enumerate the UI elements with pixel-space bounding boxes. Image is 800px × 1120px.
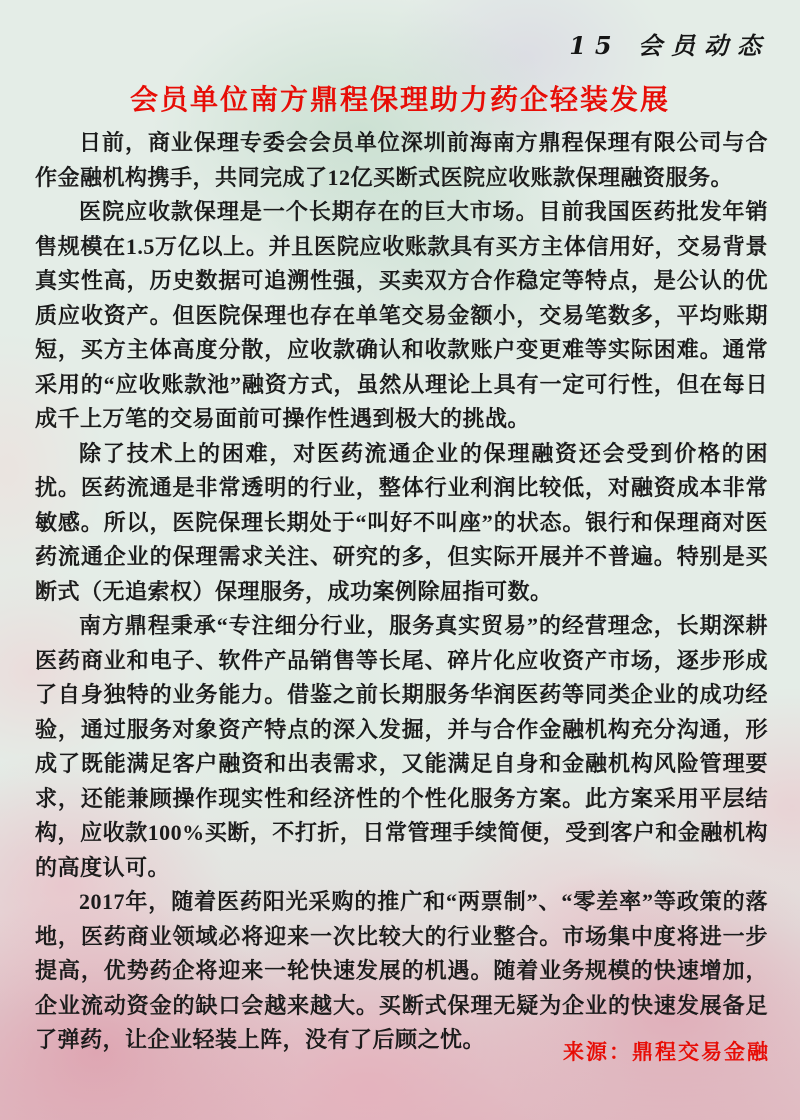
paragraph-difficulties: 除了技术上的困难，对医药流通企业的保理融资还会受到价格的困扰。医药流通是非常透明的行业，整体行业利润比较低，对融资成本非常敏感。所以，医院保理长期处于“叫好不叫座”的状态。银行和保理商对医药流通企业的保理需求关注、研究的多，但实际开展并不普遍。特别是买断式（无追索权）保理服务，成功案例除屈指可数。 [35, 440, 768, 604]
page-number-section-header: 15 会员动态 [569, 31, 770, 60]
paragraph-market: 医院应收款保理是一个长期存在的巨大市场。目前我国医药批发年销售规模在1.5万亿以上。并且医院应收账款具有买方主体信用好，交易背景真实性高，历史数据可追溯性强，买卖双方合作稳定等特点，是公认的优质应收资产。但医院保理也存在单笔交易金额小，交易笔数多，平均账期短，买方主体高度分散，应收款确认和收款账户变更难等实际困难。通常采用的“应收账款池”融资方式，虽然从理论上具有一定可行性，但在每日成千上万笔的交易面前可操作性遇到极大的挑战。 [35, 199, 768, 431]
article-title: 会员单位南方鼎程保理助力药企轻装发展 [129, 85, 670, 116]
paragraph-outlook: 2017年，随着医药阳光采购的推广和“两票制”、“零差率”等政策的落地，医药商业领域必将迎来一次比较大的行业整合。市场集中度将进一步提高，优势药企将迎来一轮快速发展的机遇。随着业务规模的快速增加，企业流动资金的缺口会越来越大。买断式保理无疑为企业的快速发展备足了弹药，让企业轻装上阵，没有了后顾之忧。 [35, 889, 768, 1052]
source-credit: 来源：鼎程交易金融 [563, 1040, 770, 1064]
article-body [35, 126, 768, 1058]
paragraph-intro: 日前，商业保理专委会会员单位深圳前海南方鼎程保理有限公司与合作金融机构携手，共同完成了12亿买断式医院应收账款保理融资服务。 [35, 130, 768, 190]
paragraph-solution: 南方鼎程秉承“专注细分行业，服务真实贸易”的经营理念，长期深耕医药商业和电子、软件产品销售等长尾、碎片化应收资产市场，逐步形成了自身独特的业务能力。借鉴之前长期服务华润医药等同类企业的成功经验，通过服务对象资产特点的深入发掘，并与合作金融机构充分沟通，形成了既能满足客户融资和出表需求，又能满足自身和金融机构风险管理要求，还能兼顾操作现实性和经济性的个性化服务方案。此方案采用平层结构，应收款100%买断，不打折，日常管理手续简便，受到客户和金融机构的高度认可。 [35, 613, 768, 880]
